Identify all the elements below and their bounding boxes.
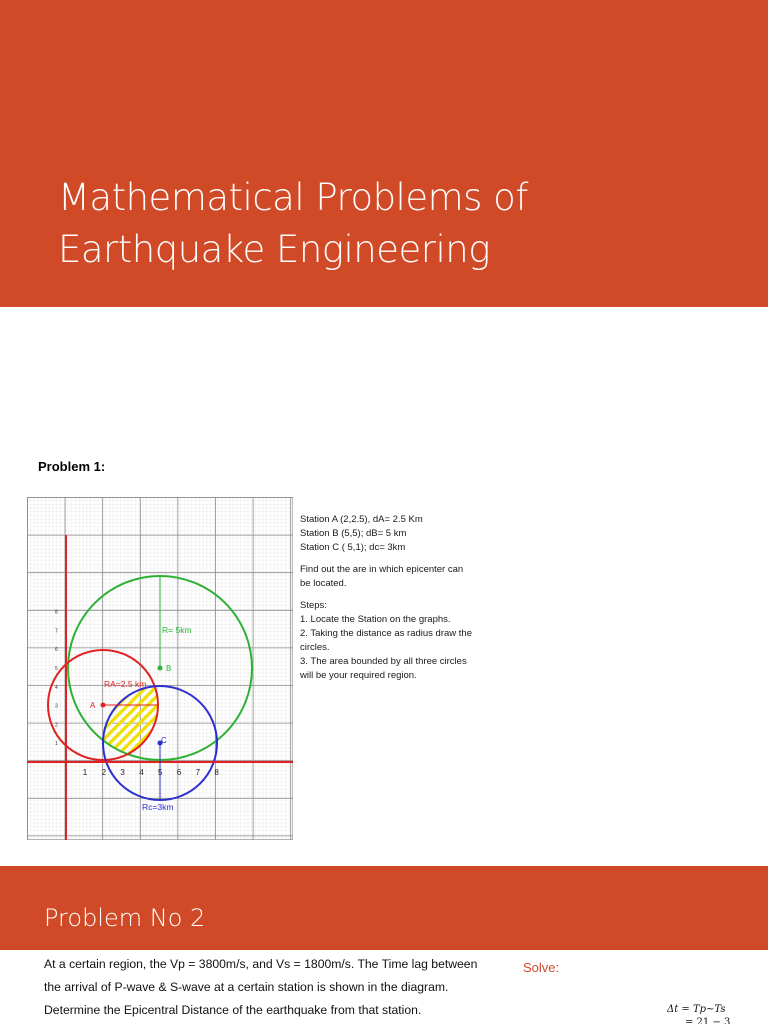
page-title xyxy=(58,172,738,276)
station-c-label: C xyxy=(161,736,167,745)
x-tick-label: 7 xyxy=(195,768,201,777)
info-step-3-cont: will be your required region. xyxy=(300,670,417,681)
info-station-b: Station B (5,5); dB= 5 km xyxy=(300,528,407,539)
problem-2-line-2: the arrival of P-wave & S-wave at a certain station is shown in the diagram. xyxy=(44,980,449,994)
y-tick-label: 2 xyxy=(55,722,58,729)
info-station-a: Station A (2,2.5), dA= 2.5 Km xyxy=(300,514,423,525)
info-station-c: Station C ( 5,1); dc= 3km xyxy=(300,542,406,553)
info-spacer xyxy=(300,591,515,599)
problem-2-body xyxy=(44,953,504,1022)
info-task-line-1: Find out the are in which epicenter can xyxy=(300,564,464,575)
solve-label: Solve: xyxy=(523,960,560,975)
station-a-label: A xyxy=(90,701,96,710)
y-tick-label: 3 xyxy=(55,703,58,710)
radius-a-label: RA=2.5 km xyxy=(104,679,147,689)
info-step-2: 2. Taking the distance as radius draw the xyxy=(300,628,472,639)
station-b-point xyxy=(158,666,163,671)
info-steps-heading: Steps: xyxy=(300,600,327,611)
station-a-point xyxy=(101,703,106,708)
info-step-3: 3. The area bounded by all three circles xyxy=(300,656,467,667)
y-tick-label: 5 xyxy=(55,666,58,672)
time-lag-formula-line-2: = 21 − 3 xyxy=(685,1017,731,1024)
x-tick-label: 3 xyxy=(120,768,125,777)
info-task-line-2: be located. xyxy=(300,578,347,589)
x-tick-label: 2 xyxy=(101,768,107,777)
problem-1-heading: Problem 1: xyxy=(38,459,106,474)
problem-2-line-3: Determine the Epicentral Distance of the earthquake from that station. xyxy=(44,1003,422,1017)
problem-1-info xyxy=(300,513,515,683)
x-tick-label: 6 xyxy=(176,768,182,777)
info-step-1: 1. Locate the Station on the graphs. xyxy=(300,614,451,625)
problem-2-line-1: At a certain region, the Vp = 3800m/s, and Vs = 1800m/s. The Time lag between xyxy=(44,957,478,971)
problem-2-title: Problem No 2 xyxy=(44,904,206,932)
epicenter-diagram xyxy=(27,497,293,840)
info-step-2-cont: circles. xyxy=(300,642,330,653)
title-line-2: Earthquake Engineering xyxy=(58,228,490,271)
title-line-1: Mathematical Problems of xyxy=(58,176,528,219)
x-tick-label: 5 xyxy=(158,768,163,777)
y-tick-label: 8 xyxy=(55,609,58,616)
radius-b-label: R= 5km xyxy=(162,625,192,635)
x-tick-label: 4 xyxy=(139,768,144,777)
x-tick-label: 8 xyxy=(214,768,219,777)
info-spacer xyxy=(300,555,515,563)
station-b-label: B xyxy=(166,664,172,673)
y-tick-label: 7 xyxy=(55,628,58,635)
x-tick-label: 1 xyxy=(82,768,88,777)
time-lag-formula xyxy=(667,1003,730,1024)
radius-c-label: Rc=3km xyxy=(142,802,174,812)
y-tick-label: 6 xyxy=(55,647,58,654)
y-tick-label: 4 xyxy=(55,684,58,691)
y-tick-label: 1 xyxy=(55,741,58,748)
time-lag-formula-line-1: Δt = Tp~Ts xyxy=(667,1004,726,1015)
